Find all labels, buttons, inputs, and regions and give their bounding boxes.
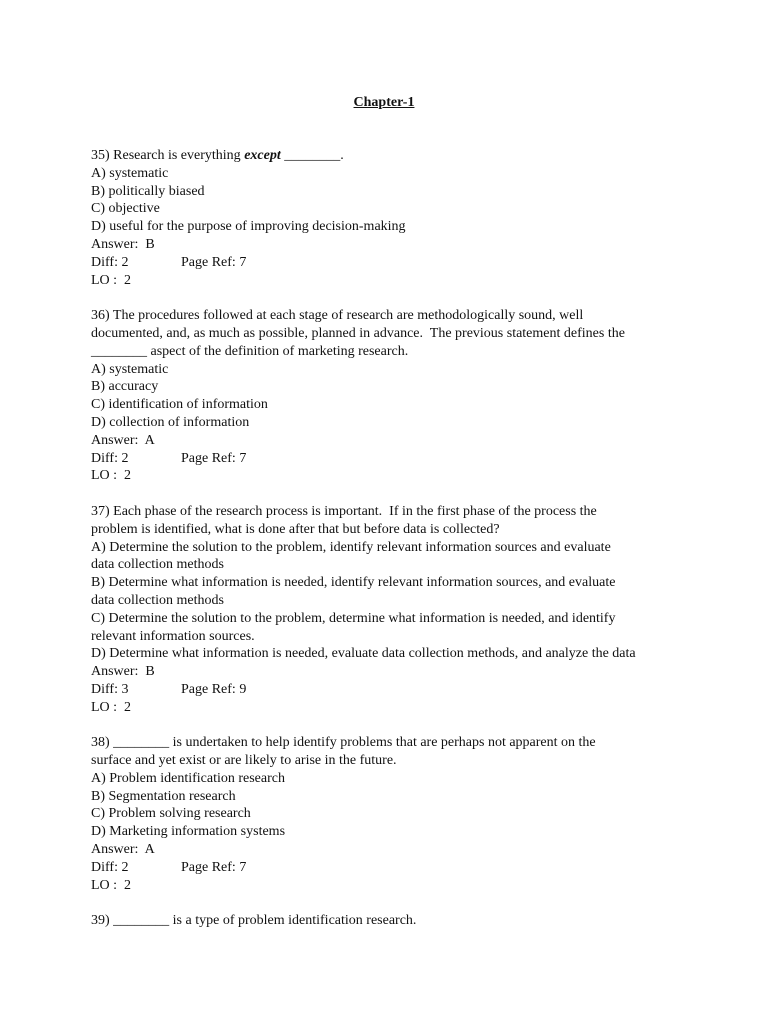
difficulty-value: Diff: 2 bbox=[91, 450, 129, 466]
question-stem-line bbox=[91, 325, 691, 343]
chapter-title: Chapter-1 bbox=[353, 95, 415, 110]
answer-option: B) accuracy bbox=[91, 379, 159, 395]
question-list bbox=[91, 147, 691, 948]
answer-option: B) politically biased bbox=[91, 183, 205, 199]
question-stem-line bbox=[91, 734, 691, 752]
question-stem-line bbox=[91, 912, 691, 930]
stem-text: 38) ________ is undertaken to help identify problems that are perhaps not apparent on the bbox=[91, 735, 596, 751]
answer-key: Answer: B bbox=[91, 664, 155, 680]
question-stem-line bbox=[91, 307, 691, 325]
question-block bbox=[91, 734, 691, 894]
difficulty-row bbox=[91, 450, 691, 468]
answer-option: A) systematic bbox=[91, 361, 169, 377]
stem-text: documented, and, as much as possible, planned in advance. The previous statement defines the bbox=[91, 325, 625, 341]
stem-text: 35) Research is everything bbox=[91, 148, 245, 163]
difficulty-value: Diff: 3 bbox=[91, 681, 129, 697]
page-reference: Page Ref: 7 bbox=[181, 450, 247, 466]
answer-option: C) Determine the solution to the problem, determine what information is needed, and identify bbox=[91, 610, 616, 626]
answer-option: D) Marketing information systems bbox=[91, 824, 286, 840]
stem-text: ________. bbox=[280, 148, 344, 163]
difficulty-row bbox=[91, 681, 691, 699]
question-block bbox=[91, 503, 691, 717]
learning-objective: LO : 2 bbox=[91, 699, 132, 715]
answer-option: B) Segmentation research bbox=[91, 788, 236, 804]
learning-objective: LO : 2 bbox=[91, 468, 132, 484]
difficulty-value: Diff: 2 bbox=[91, 859, 129, 875]
answer-option: C) identification of information bbox=[91, 397, 268, 413]
question-stem-line bbox=[91, 343, 691, 361]
answer-key: Answer: A bbox=[91, 432, 155, 448]
difficulty-row bbox=[91, 254, 691, 272]
answer-option: C) Problem solving research bbox=[91, 806, 251, 822]
stem-text: 37) Each phase of the research process is important. If in the first phase of the process the bbox=[91, 503, 597, 519]
page-reference: Page Ref: 7 bbox=[181, 859, 247, 875]
stem-text: problem is identified, what is done after that but before data is collected? bbox=[91, 521, 500, 537]
answer-option: D) collection of information bbox=[91, 414, 250, 430]
answer-key: Answer: A bbox=[91, 842, 155, 858]
question-stem-line bbox=[91, 503, 691, 521]
stem-text: ________ aspect of the definition of marketing research. bbox=[91, 343, 409, 359]
answer-option: D) useful for the purpose of improving decision-making bbox=[91, 219, 406, 235]
question-stem-line bbox=[91, 521, 691, 539]
question-stem-line bbox=[91, 147, 691, 165]
stem-text: surface and yet exist or are likely to arise in the future. bbox=[91, 753, 397, 769]
answer-option: B) Determine what information is needed, identify relevant information sources, and evaluate bbox=[91, 575, 616, 591]
answer-option: data collection methods bbox=[91, 592, 224, 608]
page-reference: Page Ref: 9 bbox=[181, 681, 247, 697]
answer-option: C) objective bbox=[91, 201, 160, 217]
question-block bbox=[91, 307, 691, 485]
stem-text: 39) ________ is a type of problem identification research. bbox=[91, 913, 417, 929]
answer-key: Answer: B bbox=[91, 236, 155, 252]
difficulty-value: Diff: 2 bbox=[91, 254, 129, 270]
answer-option: A) systematic bbox=[91, 165, 169, 181]
question-block bbox=[91, 147, 691, 289]
stem-text: 36) The procedures followed at each stage of research are methodologically sound, well bbox=[91, 308, 584, 324]
answer-option: data collection methods bbox=[91, 557, 224, 573]
question-stem-line bbox=[91, 752, 691, 770]
answer-option: D) Determine what information is needed, evaluate data collection methods, and analyze the data bbox=[91, 646, 636, 662]
answer-option: relevant information sources. bbox=[91, 628, 255, 644]
page-reference: Page Ref: 7 bbox=[181, 254, 247, 270]
difficulty-row bbox=[91, 859, 691, 877]
learning-objective: LO : 2 bbox=[91, 877, 132, 893]
answer-option: A) Determine the solution to the problem, identify relevant information sources and evaluate bbox=[91, 539, 611, 555]
answer-option: A) Problem identification research bbox=[91, 770, 285, 786]
question-block bbox=[91, 912, 691, 930]
learning-objective: LO : 2 bbox=[91, 272, 132, 288]
emphasized-text: except bbox=[244, 148, 281, 163]
